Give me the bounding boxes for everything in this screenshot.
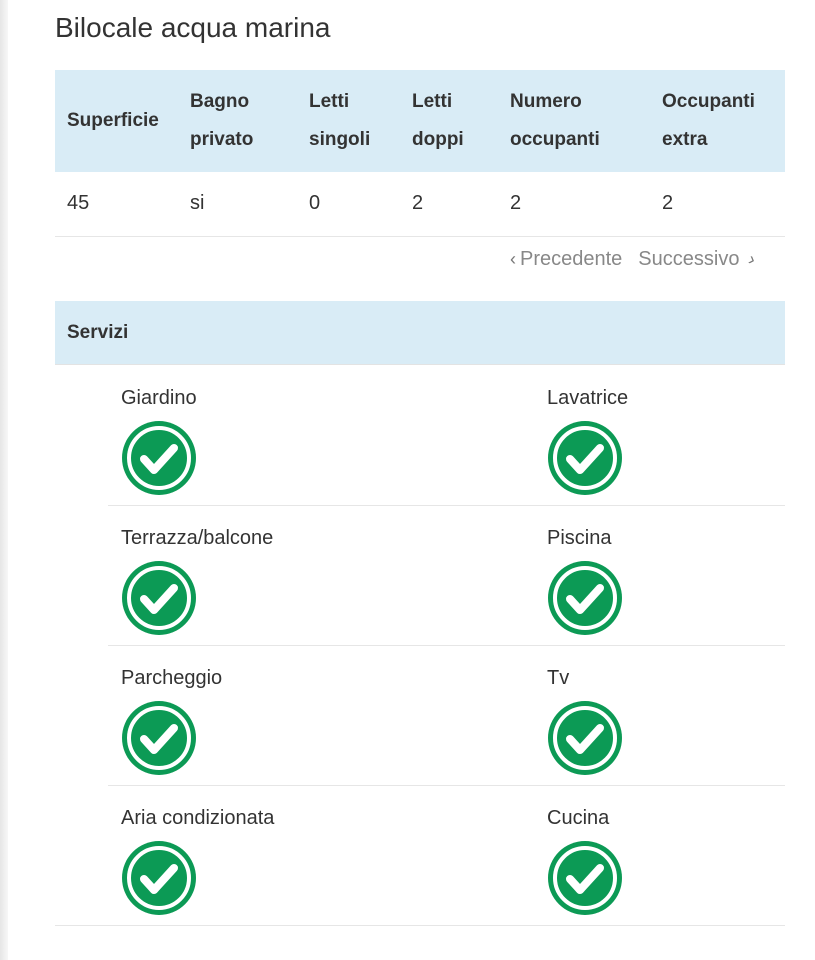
service-label: Piscina bbox=[547, 527, 612, 549]
check-circle-icon bbox=[546, 839, 624, 917]
cell-occupanti-extra: 2 bbox=[662, 192, 674, 215]
service-label: Lavatrice bbox=[547, 387, 629, 409]
service-item-tv bbox=[547, 645, 624, 777]
services-title: Servizi bbox=[67, 321, 129, 343]
next-link[interactable]: Successivo bbox=[638, 248, 740, 270]
page-title: Bilocale acqua marina bbox=[55, 12, 331, 43]
service-label: Giardino bbox=[121, 387, 197, 409]
cell-letti-singoli: 0 bbox=[309, 192, 321, 215]
header-bagno-privato: Bagno privato bbox=[190, 91, 254, 150]
chevron-right-icon[interactable]: › bbox=[746, 248, 759, 270]
service-item-terrazza-balcone bbox=[121, 505, 273, 637]
check-circle-icon bbox=[120, 419, 198, 497]
page-left-edge bbox=[0, 0, 8, 960]
check-circle-icon bbox=[546, 559, 624, 637]
check-circle-icon bbox=[120, 699, 198, 777]
service-label: Parcheggio bbox=[121, 667, 223, 689]
service-label: Aria condizionata bbox=[121, 807, 275, 829]
previous-link[interactable]: Precedente bbox=[520, 248, 623, 270]
header-letti-doppi: Letti doppi bbox=[412, 91, 464, 150]
details-table bbox=[55, 70, 785, 237]
service-item-parcheggio bbox=[121, 645, 222, 777]
cell-superficie: 45 bbox=[67, 192, 90, 215]
table-row bbox=[55, 172, 785, 236]
details-header-row bbox=[55, 70, 785, 172]
header-occupanti-extra: Occupanti extra bbox=[662, 91, 755, 150]
pagination bbox=[510, 248, 759, 271]
service-item-aria-condizionata bbox=[121, 785, 274, 917]
services-row bbox=[108, 645, 785, 786]
check-circle-icon bbox=[120, 559, 198, 637]
services-row bbox=[55, 785, 785, 926]
cell-letti-doppi: 2 bbox=[412, 192, 424, 215]
cell-numero-occupanti: 2 bbox=[510, 192, 522, 215]
services-row bbox=[108, 505, 785, 646]
service-label: Cucina bbox=[547, 807, 610, 829]
check-circle-icon bbox=[546, 419, 624, 497]
service-item-lavatrice bbox=[547, 365, 628, 497]
check-circle-icon bbox=[546, 699, 624, 777]
check-circle-icon bbox=[120, 839, 198, 917]
service-label: Terrazza/balcone bbox=[121, 527, 274, 549]
chevron-left-icon[interactable]: ‹ bbox=[510, 249, 516, 269]
header-numero-occupanti: Numero occupanti bbox=[510, 91, 600, 150]
service-item-giardino bbox=[121, 365, 198, 497]
header-superficie: Superficie bbox=[67, 110, 159, 131]
cell-bagno-privato: si bbox=[190, 192, 205, 215]
services-row bbox=[108, 365, 785, 506]
service-item-piscina bbox=[547, 505, 624, 637]
services-header bbox=[55, 301, 785, 365]
service-item-cucina bbox=[547, 785, 624, 917]
header-letti-singoli: Letti singoli bbox=[309, 91, 371, 150]
service-label: Tv bbox=[547, 667, 570, 689]
